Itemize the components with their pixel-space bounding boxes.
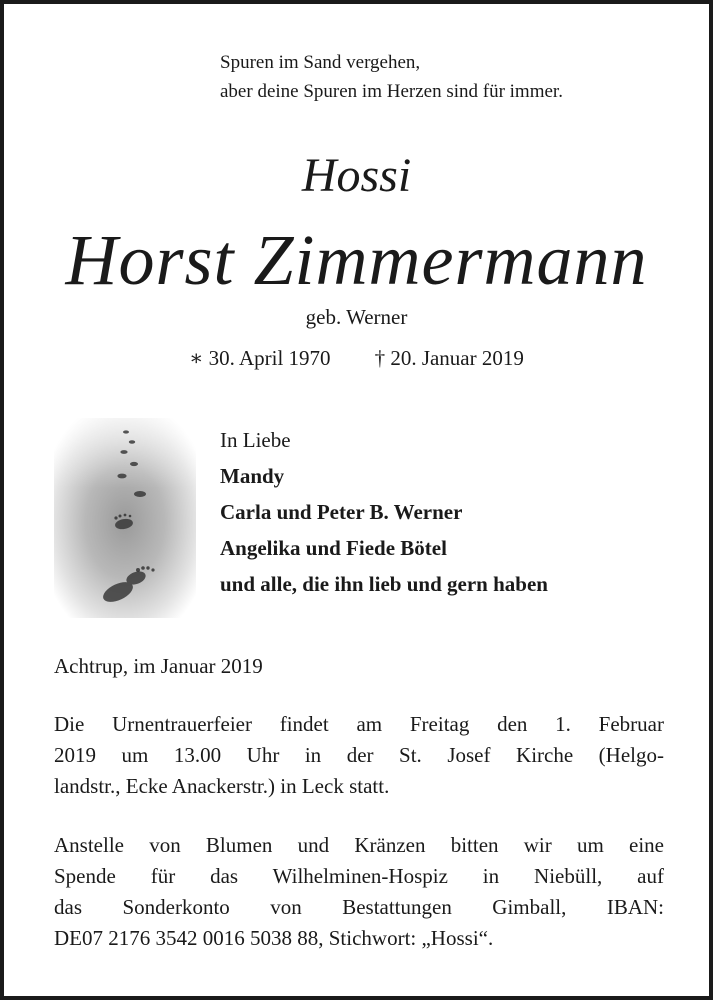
donation-line: DE07 2176 3542 0016 5038 88, Stichwort: „Hossi“. (54, 926, 494, 950)
mourner-name: und alle, die ihn lieb und gern haben (220, 572, 548, 596)
mourners-intro: In Liebe (220, 428, 291, 452)
birth-date: ∗ 30. April 1970 (189, 346, 331, 370)
mourner-name: Mandy (220, 464, 285, 488)
deceased-nickname: Hossi (301, 149, 412, 202)
mourner-name: Angelika und Fiede Bötel (220, 536, 447, 560)
donation-line: Anstelle von Blumen und Kränzen bitten wir um eine (54, 833, 664, 857)
ceremony-line: landstr., Ecke Anackerstr.) in Leck statt. (54, 774, 390, 798)
deceased-born-name: geb. Werner (305, 305, 408, 329)
donation-paragraph (54, 830, 664, 954)
mourners-list (220, 422, 548, 602)
ceremony-line: 2019 um 13.00 Uhr in der St. Josef Kirche (Helgo- (54, 743, 664, 767)
footprints-in-sand-icon (54, 418, 196, 618)
ceremony-line: Die Urnentrauerfeier findet am Freitag den 1. Februar (54, 712, 664, 736)
donation-line: Spende für das Wilhelminen-Hospiz in Niebüll, auf (54, 864, 664, 888)
ceremony-paragraph (54, 709, 664, 802)
deceased-full-name: Horst Zimmermann (65, 220, 648, 300)
motto-line: aber deine Spuren im Herzen sind für immer. (220, 81, 563, 102)
life-dates (4, 342, 709, 374)
donation-line: das Sonderkonto von Bestattungen Gimball, IBAN: (54, 895, 664, 919)
place-and-date: Achtrup, im Januar 2019 (54, 654, 263, 678)
motto-line: Spuren im Sand vergehen, (220, 52, 421, 73)
motto-verse (220, 48, 563, 106)
mourner-name: Carla und Peter B. Werner (220, 500, 463, 524)
death-date: † 20. Januar 2019 (374, 346, 524, 370)
